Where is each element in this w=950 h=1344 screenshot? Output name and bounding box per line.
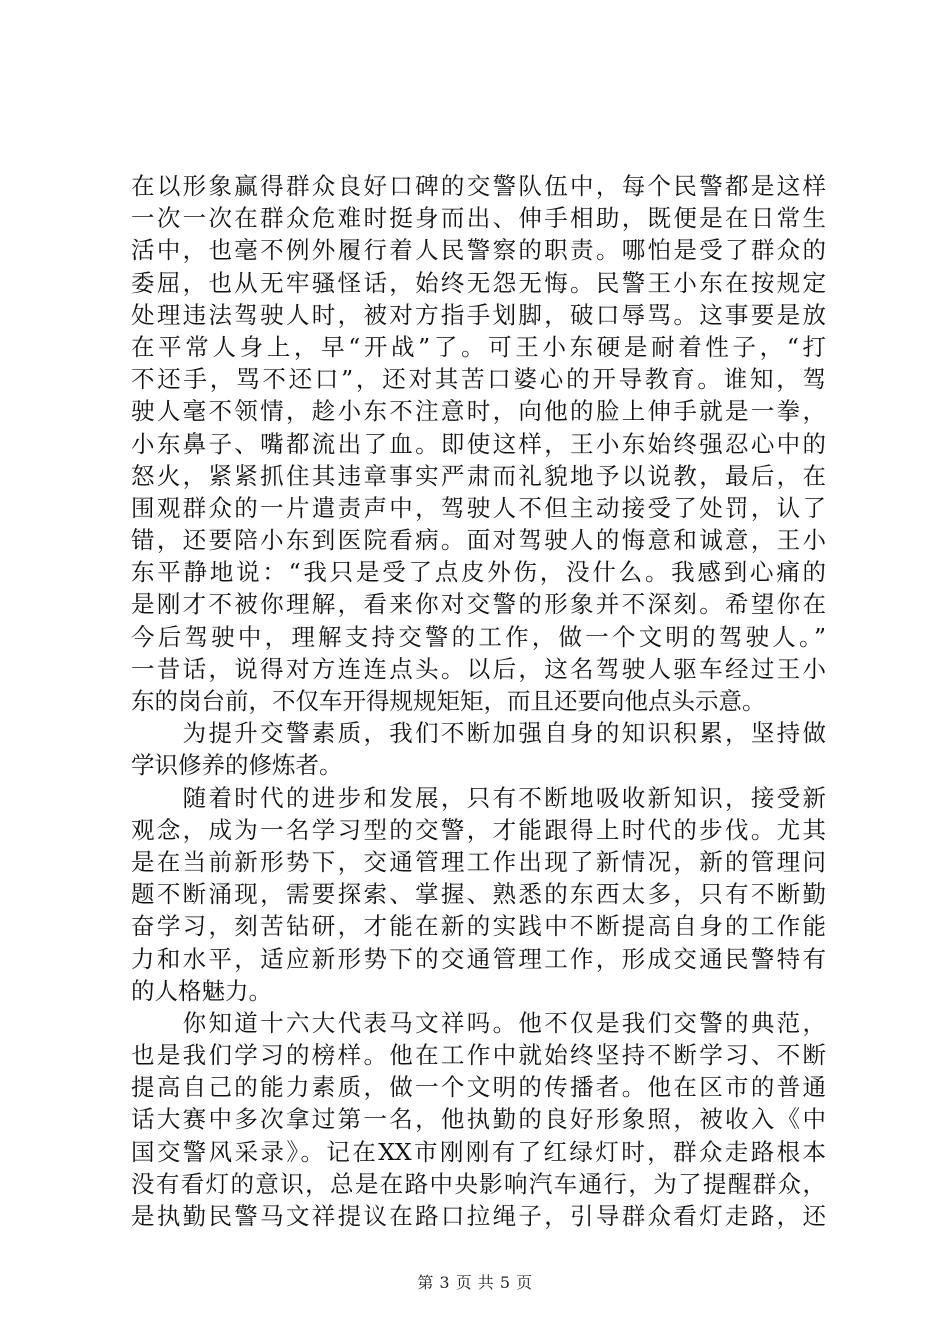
- text-line: 你知道十六大代表马文祥吗。他不仅是我们交警的典范，: [131, 1008, 826, 1037]
- text-line: 错，还要陪小东到医院看病。面对驾驶人的悔意和诚意，王小: [131, 526, 826, 555]
- text-line: 处理违法驾驶人时，被对方指手划脚，破口辱骂。这事要是放: [131, 300, 826, 329]
- text-line: 在平常人身上，早“开战”了。可王小东硬是耐着性子，“打: [131, 332, 826, 361]
- text-line: 提高自己的能力素质，做一个文明的传播者。他在区市的普通: [131, 1073, 826, 1102]
- text-line: 小东鼻子、嘴都流出了血。即使这样，王小东始终强忍心中的: [131, 429, 826, 458]
- text-line: 东的岗台前，不仅车开得规规矩矩，而且还要向他点头示意。: [131, 687, 766, 715]
- text-line: 驶人毫不领情，趁小东不注意时，向他的脸上伸手就是一拳，: [131, 397, 826, 426]
- text-line: 题不断涌现，需要探索、掌握、熟悉的东西太多，只有不断勤: [131, 880, 826, 909]
- text-line: 力和水平，适应新形势下的交通管理工作，形成交通民警特有: [131, 944, 826, 973]
- page-footer: 第 3 页 共 5 页: [417, 1273, 533, 1292]
- text-line: 没有看灯的意识，总是在路中央影响汽车通行，为了提醒群众，: [131, 1169, 826, 1198]
- text-line: 为提升交警素质，我们不断加强自身的知识积累，坚持做: [131, 719, 826, 748]
- text-line: 奋学习，刻苦钻研，才能在新的实践中不断提高自身的工作能: [131, 912, 826, 941]
- text-line: 是执勤民警马文祥提议在路口拉绳子，引导群众看灯走路，还: [131, 1202, 826, 1230]
- text-line: 是刚才不被你理解，看来你对交警的形象并不深刻。希望你在: [131, 590, 826, 619]
- text-line: 怒火，紧紧抓住其违章事实严肃而礼貌地予以说教，最后，在: [131, 461, 826, 490]
- text-line: 观念，成为一名学习型的交警，才能跟得上时代的步伐。尤其: [131, 815, 826, 844]
- text-line: 也是我们学习的榜样。他在工作中就始终坚持不断学习、不断: [131, 1041, 826, 1070]
- text-line: 的人格魅力。: [131, 976, 272, 1005]
- text-line: 国交警风采录》。记在XX市刚刚有了红绿灯时，群众走路根本: [131, 1137, 826, 1166]
- text-line: 东平静地说：“我只是受了点皮外伤，没什么。我感到心痛的: [131, 558, 826, 587]
- text-line: 委屈，也从无牢骚怪话，始终无怨无悔。民警王小东在按规定: [131, 268, 826, 297]
- text-line: 不还手，骂不还口”，还对其苦口婆心的开导教育。谁知，驾: [131, 365, 826, 394]
- body-text: [131, 170, 826, 1232]
- text-line: 一次一次在群众危难时挺身而出、伸手相助，既便是在日常生: [131, 204, 826, 233]
- text-line: 围观群众的一片遣责声中，驾驶人不但主动接受了处罚，认了: [131, 493, 826, 522]
- text-line: 今后驾驶中，理解支持交警的工作，做一个文明的驾驶人。”: [131, 622, 826, 651]
- text-line: 学识修养的修炼者。: [131, 751, 343, 780]
- text-line: 在以形象赢得群众良好口碑的交警队伍中，每个民警都是这样: [131, 172, 826, 200]
- text-line: 一昔话，说得对方连连点头。以后，这名驾驶人驱车经过王小: [131, 654, 826, 683]
- text-line: 是在当前新形势下，交通管理工作出现了新情况，新的管理问: [131, 847, 826, 876]
- text-line: 随着时代的进步和发展，只有不断地吸收新知识，接受新: [131, 783, 826, 812]
- text-line: 活中，也毫不例外履行着人民警察的职责。哪怕是受了群众的: [131, 236, 826, 265]
- text-line: 话大赛中多次拿过第一名，他执勤的良好形象照，被收入《中: [131, 1105, 826, 1134]
